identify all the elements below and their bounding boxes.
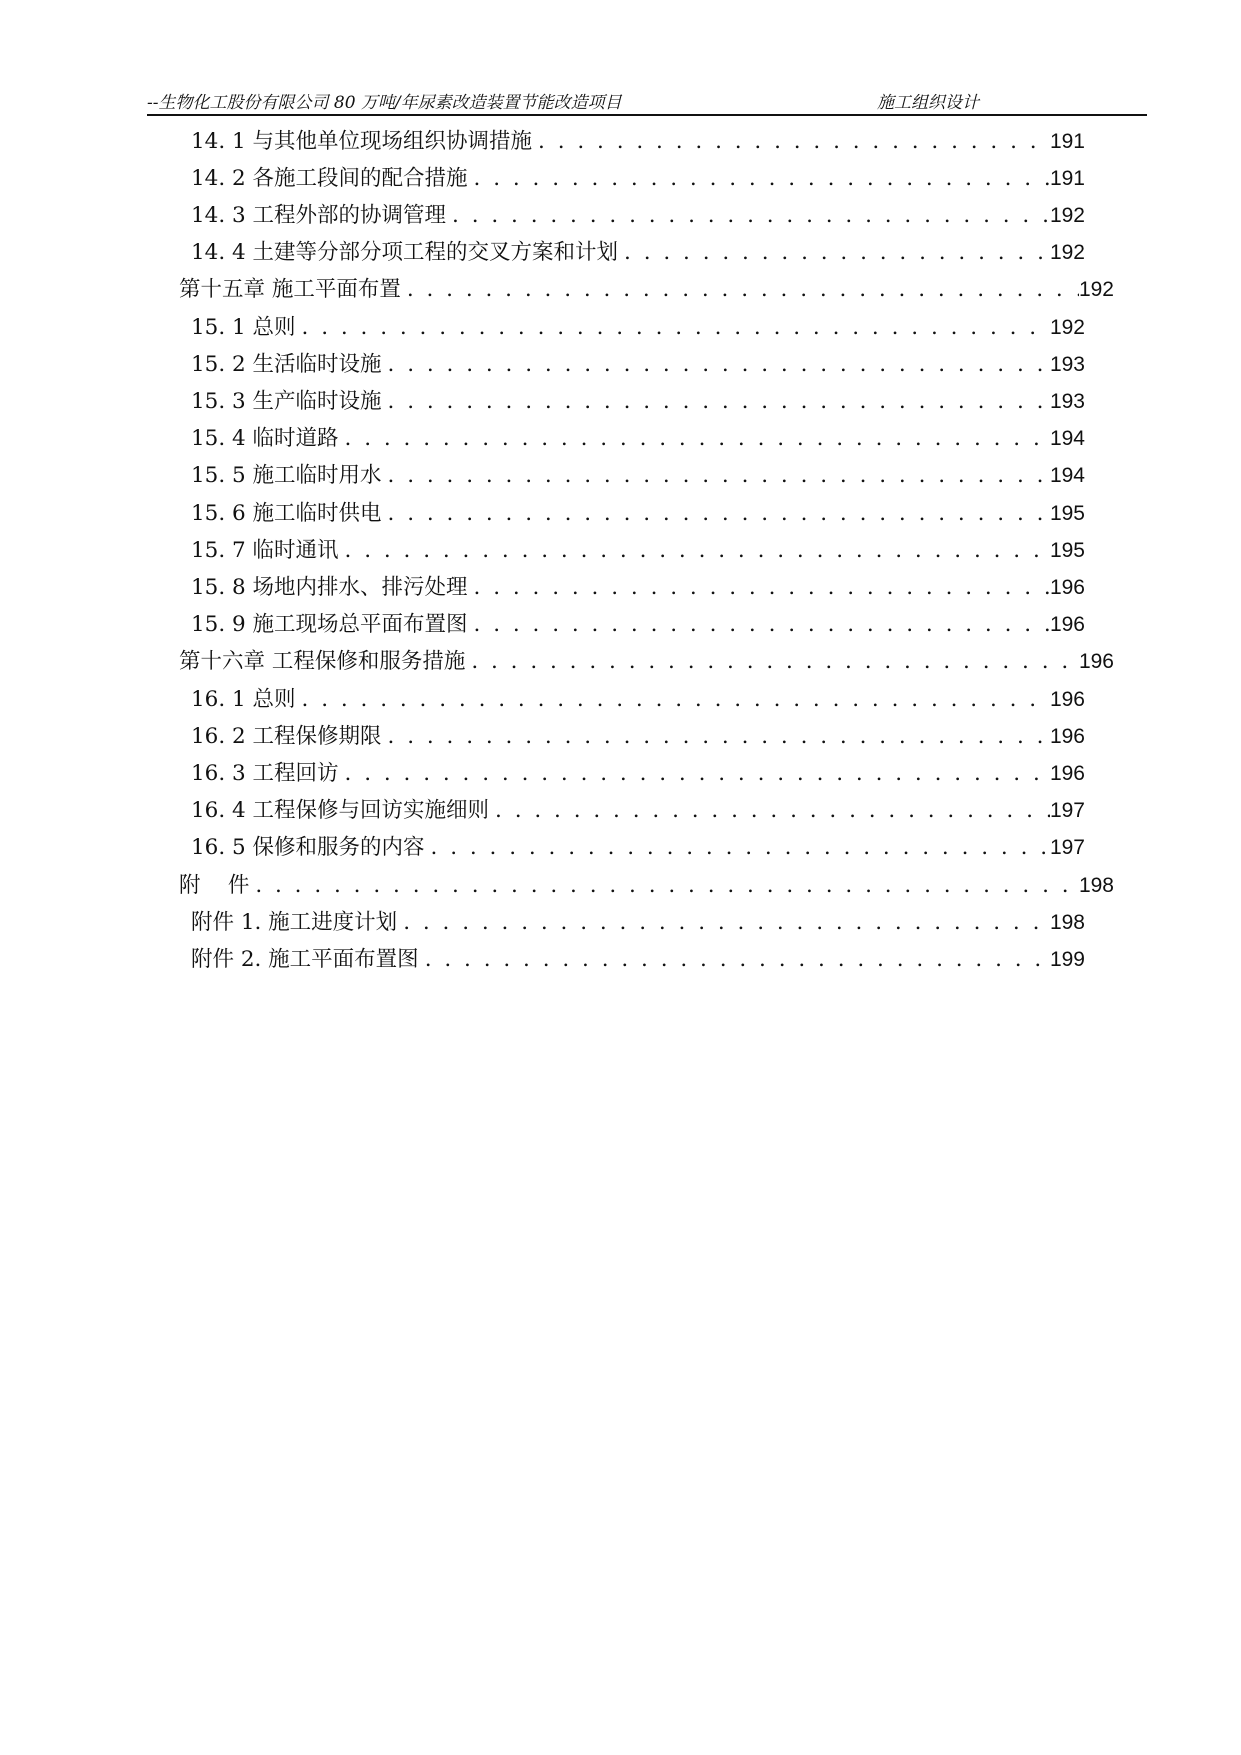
toc-dot-leader xyxy=(489,796,1050,826)
toc-entry[interactable] xyxy=(191,945,1085,975)
toc-entry[interactable] xyxy=(191,796,1085,826)
toc-dot-leader xyxy=(382,499,1050,529)
toc-entry-page: 196 xyxy=(1049,613,1085,636)
toc-entry-title: 附件 2. 施工平面布置图 xyxy=(191,947,419,972)
toc-entry[interactable] xyxy=(191,461,1085,491)
toc-entry-title: 第十五章 施工平面布置 xyxy=(179,277,401,302)
toc-entry[interactable] xyxy=(191,164,1085,194)
toc-dot-leader xyxy=(401,275,1079,305)
toc-chapter-entry[interactable] xyxy=(179,275,1114,305)
toc-entry[interactable] xyxy=(191,424,1085,454)
toc-chapter-entry[interactable] xyxy=(179,871,1114,901)
toc-entry[interactable] xyxy=(191,536,1085,566)
toc-dot-leader xyxy=(465,647,1079,677)
toc-entry-title: 15. 1 总则 xyxy=(191,315,296,340)
header-project-title: --生物化工股份有限公司 80 万吨/年尿素改造装置节能改造项目 xyxy=(147,93,622,113)
toc-entry-page: 192 xyxy=(1049,204,1085,227)
toc-entry-title: 14. 2 各施工段间的配合措施 xyxy=(191,166,468,191)
toc-entry-page: 192 xyxy=(1078,278,1114,301)
toc-entry[interactable] xyxy=(191,350,1085,380)
toc-dot-leader xyxy=(382,387,1050,417)
toc-dot-leader xyxy=(397,908,1050,938)
toc-entry-title: 附 件 xyxy=(179,873,250,898)
toc-dot-leader xyxy=(339,759,1050,789)
toc-entry-title: 14. 3 工程外部的协调管理 xyxy=(191,203,447,228)
toc-dot-leader xyxy=(339,424,1050,454)
toc-entry-title: 15. 4 临时道路 xyxy=(191,426,339,451)
toc-dot-leader xyxy=(468,164,1050,194)
toc-entry[interactable] xyxy=(191,759,1085,789)
toc-dot-leader xyxy=(296,685,1050,715)
toc-entry-title: 16. 3 工程回访 xyxy=(191,761,339,786)
toc-entry[interactable] xyxy=(191,908,1085,938)
toc-entry-title: 15. 6 施工临时供电 xyxy=(191,501,382,526)
toc-entry-page: 193 xyxy=(1049,353,1085,376)
toc-dot-leader xyxy=(382,722,1050,752)
header-document-type: 施工组织设计 xyxy=(877,93,979,113)
toc-entry[interactable] xyxy=(191,201,1085,231)
toc-entry-page: 198 xyxy=(1049,911,1085,934)
toc-entry-page: 198 xyxy=(1078,874,1114,897)
toc-entry-title: 16. 4 工程保修与回访实施细则 xyxy=(191,798,490,823)
toc-entry-title: 15. 7 临时通讯 xyxy=(191,538,339,563)
toc-entry[interactable] xyxy=(191,387,1085,417)
toc-entry[interactable] xyxy=(191,238,1085,268)
toc-entry[interactable] xyxy=(191,722,1085,752)
toc-entry-page: 193 xyxy=(1049,390,1085,413)
toc-entry[interactable] xyxy=(191,499,1085,529)
toc-entry-title: 15. 8 场地内排水、排污处理 xyxy=(191,575,468,600)
toc-entry-page: 194 xyxy=(1049,427,1085,450)
toc-entry-page: 196 xyxy=(1049,725,1085,748)
toc-entry-title: 15. 9 施工现场总平面布置图 xyxy=(191,612,468,637)
toc-dot-leader xyxy=(419,945,1050,975)
toc-entry-page: 195 xyxy=(1049,539,1085,562)
toc-dot-leader xyxy=(249,871,1079,901)
toc-entry-page: 194 xyxy=(1049,464,1085,487)
toc-entry-page: 197 xyxy=(1049,799,1085,822)
toc-entry-page: 191 xyxy=(1049,130,1085,153)
toc-dot-leader xyxy=(382,350,1050,380)
toc-entry-page: 197 xyxy=(1049,836,1085,859)
toc-entry-title: 14. 4 土建等分部分项工程的交叉方案和计划 xyxy=(191,240,619,265)
toc-entry[interactable] xyxy=(191,685,1085,715)
toc-entry-title: 16. 5 保修和服务的内容 xyxy=(191,835,425,860)
toc-entry-page: 196 xyxy=(1078,650,1114,673)
toc-entry-page: 191 xyxy=(1049,167,1085,190)
toc-entry-page: 196 xyxy=(1049,762,1085,785)
toc-dot-leader xyxy=(296,313,1050,343)
toc-entry-page: 196 xyxy=(1049,576,1085,599)
toc-entry-page: 199 xyxy=(1049,948,1085,971)
toc-entry-title: 14. 1 与其他单位现场组织协调措施 xyxy=(191,129,533,154)
toc-dot-leader xyxy=(382,461,1050,491)
toc-entry-title: 15. 5 施工临时用水 xyxy=(191,463,382,488)
toc-entry-title: 附件 1. 施工进度计划 xyxy=(191,910,398,935)
toc-entry-page: 192 xyxy=(1049,241,1085,264)
toc-entry[interactable] xyxy=(191,833,1085,863)
toc-dot-leader xyxy=(468,573,1050,603)
toc-dot-leader xyxy=(425,833,1050,863)
toc-entry-title: 第十六章 工程保修和服务措施 xyxy=(179,649,466,674)
toc-entry-title: 16. 1 总则 xyxy=(191,687,296,712)
toc-chapter-entry[interactable] xyxy=(179,647,1114,677)
toc-dot-leader xyxy=(532,127,1050,157)
toc-dot-leader xyxy=(339,536,1050,566)
toc-entry-page: 196 xyxy=(1049,688,1085,711)
toc-entry[interactable] xyxy=(191,610,1085,640)
toc-dot-leader xyxy=(446,201,1050,231)
toc-dot-leader xyxy=(468,610,1050,640)
toc-entry[interactable] xyxy=(191,127,1085,157)
toc-entry[interactable] xyxy=(191,573,1085,603)
toc-entry-title: 16. 2 工程保修期限 xyxy=(191,724,382,749)
toc-entry-page: 192 xyxy=(1049,316,1085,339)
toc-entry-title: 15. 2 生活临时设施 xyxy=(191,352,382,377)
toc-entry[interactable] xyxy=(191,313,1085,343)
toc-entry-page: 195 xyxy=(1049,502,1085,525)
toc-entry-title: 15. 3 生产临时设施 xyxy=(191,389,382,414)
toc-dot-leader xyxy=(618,238,1050,268)
